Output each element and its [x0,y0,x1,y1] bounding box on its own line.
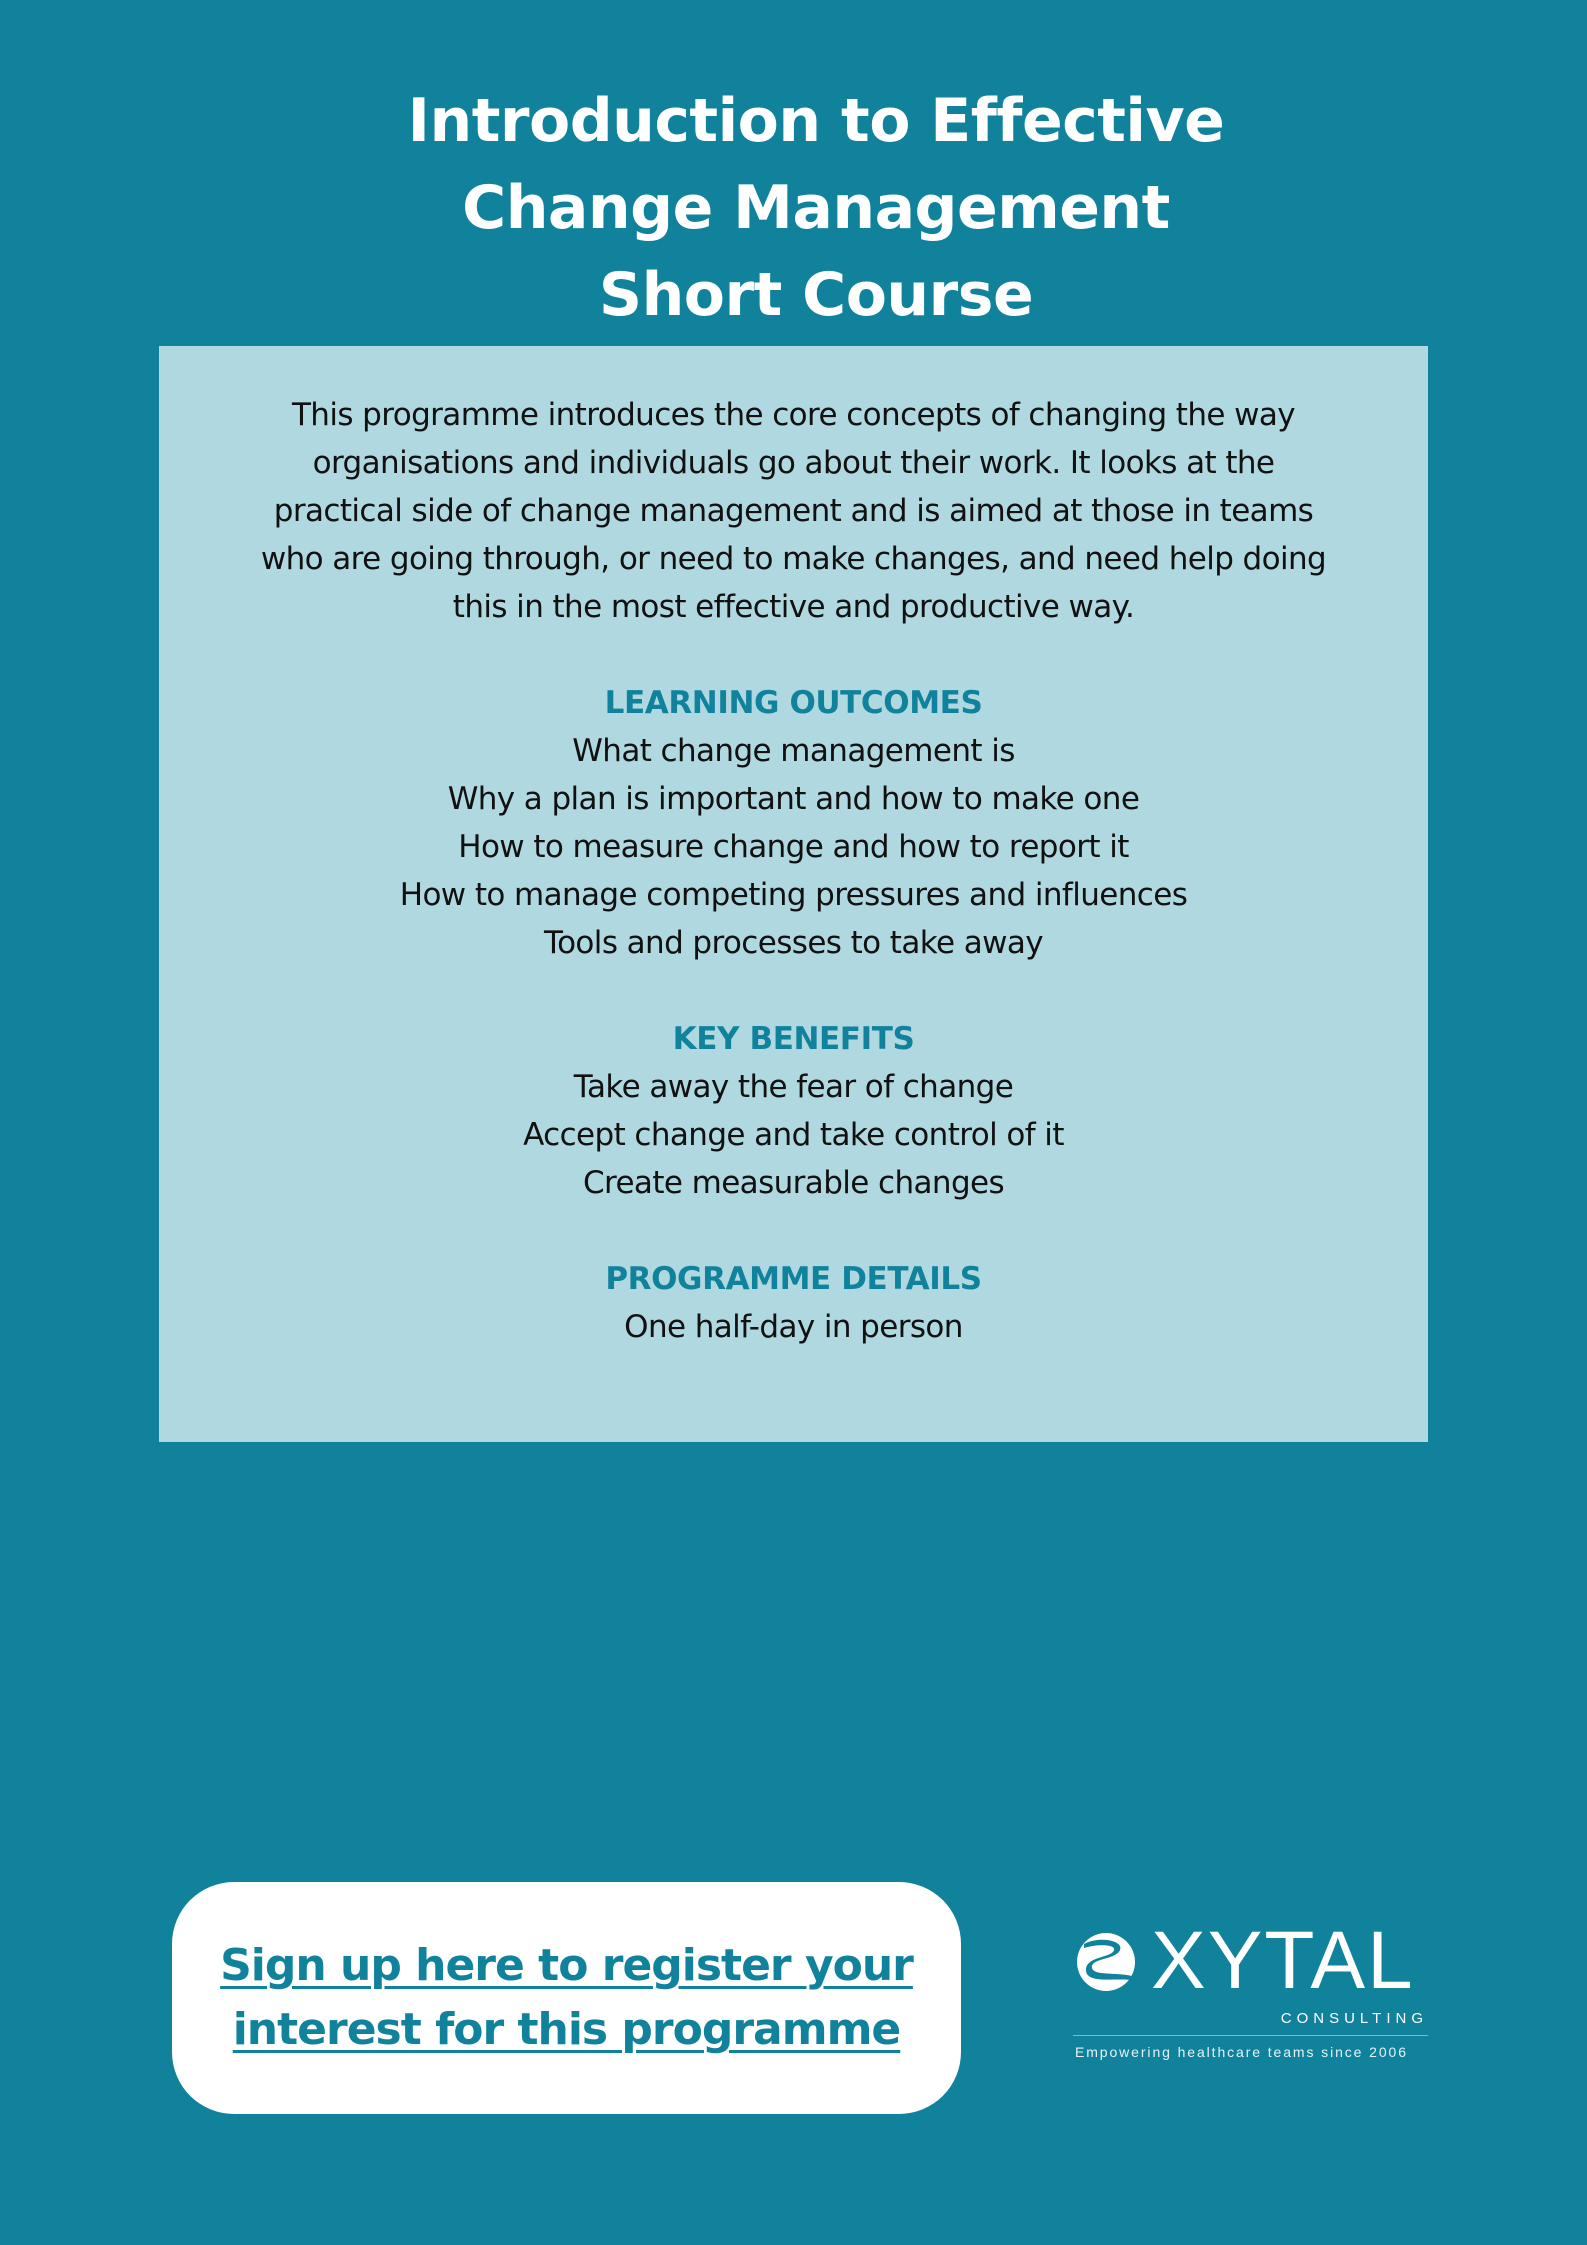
signup-cta-box[interactable] [172,1882,961,2114]
title-line-3: Short Course [598,260,1034,330]
list-item: Create measurable changes [582,1165,1005,1201]
programme-details-section [159,1255,1428,1351]
key-benefits-heading: KEY BENEFITS [672,1021,915,1057]
signup-link[interactable] [220,1934,913,2062]
page-title [0,78,1587,339]
learning-outcomes-heading: LEARNING OUTCOMES [604,685,983,721]
list-item: How to measure change and how to report it [458,829,1129,865]
list-item: Why a plan is important and how to make one [447,781,1140,817]
title-line-2: Change Management [462,173,1170,243]
programme-details-heading: PROGRAMME DETAILS [605,1261,982,1297]
intro-line: practical side of change management and is aimed at those in teams [273,493,1314,529]
list-item: Accept change and take control of it [523,1117,1064,1153]
signup-link-line-1[interactable]: Sign up here to register your [220,1940,913,1991]
intro-line: who are going through, or need to make changes, and need help doing [260,541,1327,577]
logo-wordmark: XYTAL [1151,1915,1415,2006]
intro-line: This programme introduces the core concepts of changing the way [291,397,1296,433]
list-item: How to manage competing pressures and influences [399,877,1188,913]
list-item: One half-day in person [624,1309,963,1345]
list-item: What change management is [572,733,1015,769]
intro-line: organisations and individuals go about their work. It looks at the [312,445,1275,481]
list-item: Tools and processes to take away [544,925,1043,961]
title-line-1: Introduction to Effective [407,86,1225,156]
signup-link-line-2[interactable]: interest for this programme [232,2004,901,2055]
intro-paragraph [159,391,1428,631]
logo-subtitle: CONSULTING [1280,2010,1428,2027]
learning-outcomes-section [159,679,1428,967]
course-info-panel [159,346,1428,1442]
xytal-swirl-globe-icon [1076,1932,1136,1992]
key-benefits-section [159,1015,1428,1207]
logo-tagline: Empowering healthcare teams since 2006 [1075,2044,1408,2060]
logo-divider [1073,2035,1428,2036]
xytal-logo [1073,1915,1428,2068]
list-item: Take away the fear of change [573,1069,1014,1105]
intro-line: this in the most effective and productive way. [452,589,1135,625]
